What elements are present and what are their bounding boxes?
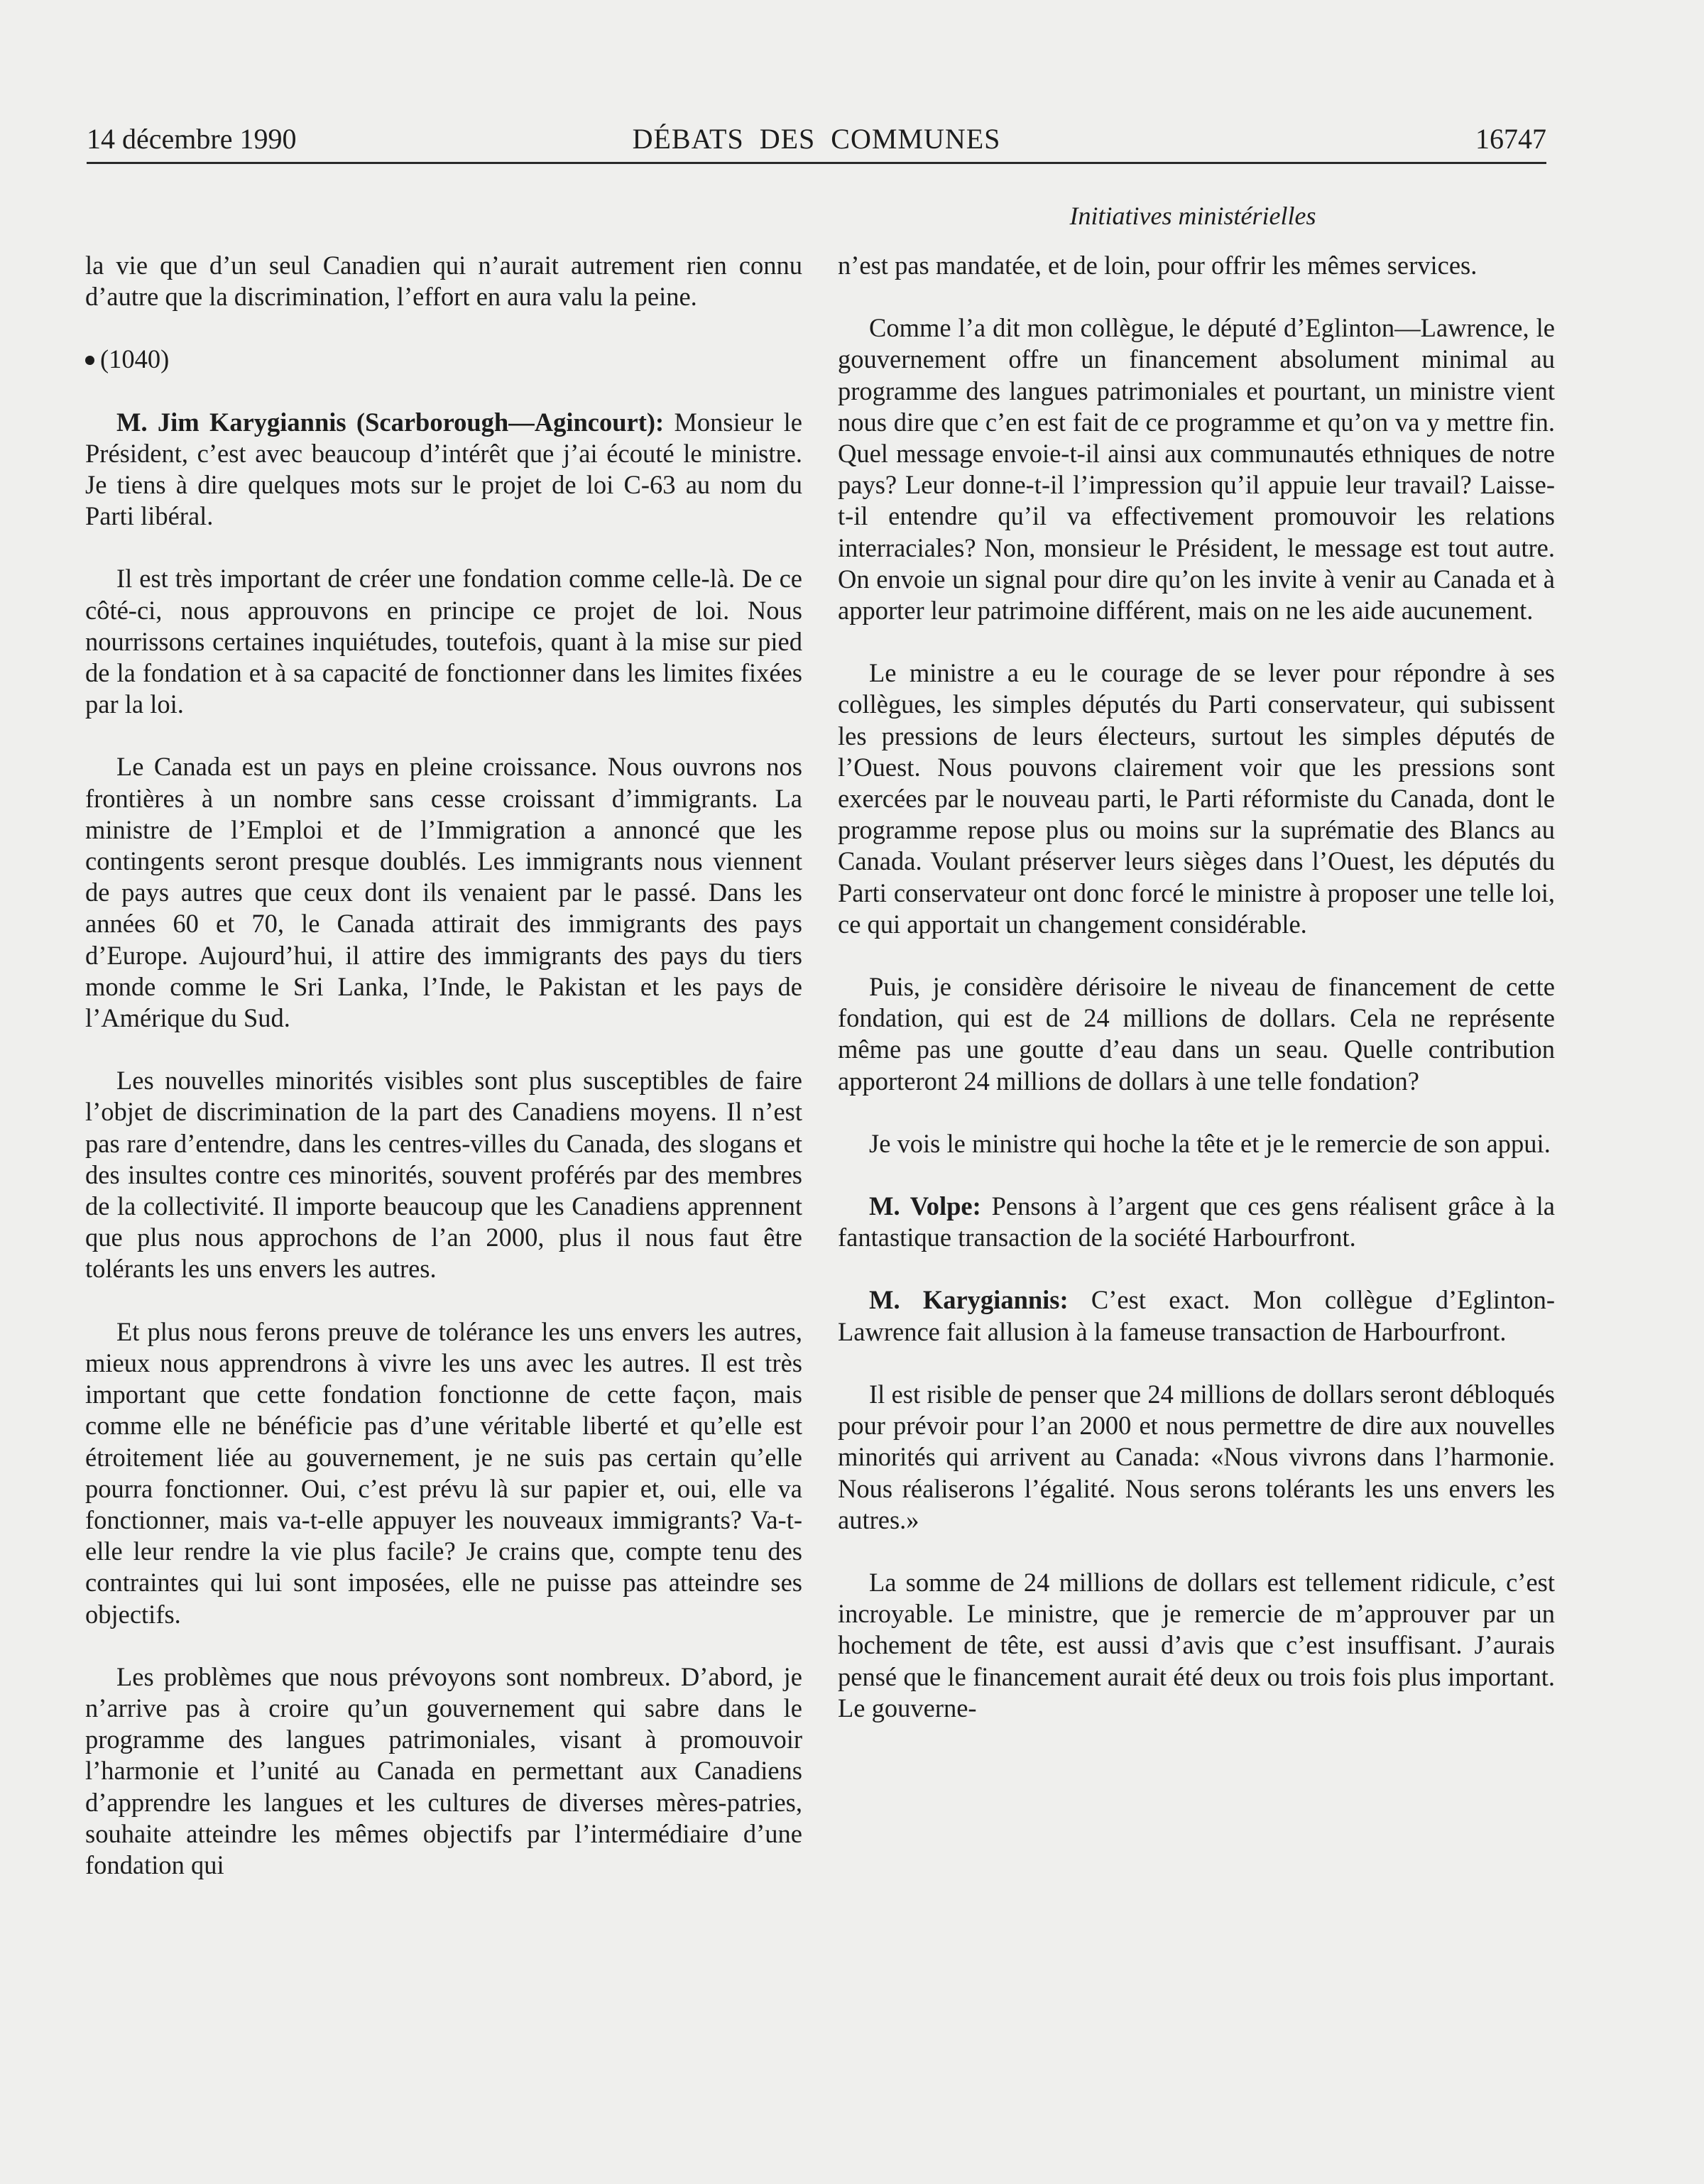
speech-text: Pensons à l’argent que ces gens réalisent grâce à la fantastique transaction de la société Harbourfront. [838,1191,1555,1252]
paragraph: Le ministre a eu le courage de se lever pour répondre à ses collègues, les simples députés du Parti conservateur, qui subissent les pressions de leurs électeurs, surtout les simples députés de l’Ouest. Nous pouvons clairement voir que les pressions sont exercées par le nouveau parti, le Parti réformiste du Canada, dont le programme repose plus ou moins sur la suprématie des Blancs au Canada. Voulant préserver leurs sièges dans l’Ouest, les députés du Parti conservateur ont donc forcé le ministre à proposer une telle loi, ce qui apportait un changement considérable. [838,658,1555,939]
paragraph: Les problèmes que nous prévoyons sont nombreux. D’abord, je n’arrive pas à croire qu’un gouvernement qui sabre dans le programme des langues patrimoniales, visant à promouvoir l’harmonie et l’unité au Canada en permettant aux Canadiens d’apprendre les langues et les cultures de diverses mères-patries, souhaite atteindre les mêmes objectifs par l’intermédiaire d’une fondation qui [85,1661,802,1879]
right-column [838,250,1555,1755]
paragraph: Comme l’a dit mon collègue, le député d’Eglinton—Lawrence, le gouvernement offre un financement absolument minimal au programme des langues patrimoniales et pourtant, un ministre vient nous dire que c’en est fait de ce programme et qu’on va y mettre fin. Quel message envoie-t-il ainsi aux communautés ethniques de notre pays? Leur donne-t-il l’impression qu’il appuie leur travail? Laisse-t-il entendre qu’il va effectivement promouvoir les relations interraciales? Non, monsieur le Président, le message est tout autre. On envoie un signal pour dire qu’on les invite à venir au Canada et à apporter leur patrimoine différent, mais on ne les aide aucunement. [838,313,1555,626]
speaker-name: M. Volpe: [869,1191,981,1221]
paragraph: n’est pas mandatée, et de loin, pour offrir les mêmes services. [838,251,1478,280]
bullet-icon [85,356,94,365]
paragraph [838,1284,1555,1347]
speaker-name: M. Jim Karygiannis (Scarborough—Agincourt): [116,407,665,437]
paragraph: Il est très important de créer une fondation comme celle-là. De ce côté-ci, nous approuvons en principe ce projet de loi. Nous nourrissons certaines inquiétudes, toutefois, quant à la mise sur pied de la fondation et à sa capacité de fonctionner dans les limites fixées par la loi. [85,564,802,719]
header-date: 14 décembre 1990 [87,123,297,155]
paragraph: Il est risible de penser que 24 millions de dollars seront débloqués pour prévoir pour l’an 2000 et nous permettre de dire aux nouvelles minorités qui arrivent au Canada: «Nous vivrons dans l’harmonie. Nous réaliserons l’égalité. Nous serons tolérants les uns envers les autres.» [838,1379,1555,1534]
paragraph [85,407,802,533]
speaker-name: M. Karygiannis: [869,1285,1069,1315]
speech-text: Monsieur le Président, c’est avec beaucoup d’intérêt que j’ai écouté le ministre. Je tiens à dire quelques mots sur le projet de loi C-63 au nom du Parti libéral. [85,407,802,531]
header-title: DÉBATS DES COMMUNES [632,123,1001,155]
paragraph: Le Canada est un pays en pleine croissance. Nous ouvrons nos frontières à un nombre sans cesse croissant d’immigrants. La ministre de l’Emploi et de l’Immigration a annoncé que les contingents seront presque doublés. Les immigrants nous viennent de pays autres que ceux dont ils venaient par le passé. Dans les années 60 et 70, le Canada attirait des immigrants des pays d’Europe. Aujourd’hui, il attire des immigrants des pays du tiers monde comme le Sri Lanka, l’Inde, le Pakistan et les pays de l’Amérique du Sud. [85,752,802,1033]
time-marker [85,344,802,375]
paragraph [838,1191,1555,1253]
page-header [87,119,1546,159]
paragraph: Je vois le ministre qui hoche la tête et je le remercie de son appui. [869,1128,1551,1158]
paragraph: Les nouvelles minorités visibles sont plus susceptibles de faire l’objet de discrimination de la part des Canadiens moyens. Il n’est pas rare d’entendre, dans les centres-villes du Canada, des slogans et des insultes contre ces minorités, souvent proférés par des membres de la collectivité. Il importe beaucoup que les Canadiens apprennent que plus nous approchons de l’an 2000, plus il nous faut être tolérants les uns envers les autres. [85,1066,802,1284]
paragraph: La somme de 24 millions de dollars est tellement ridicule, c’est incroyable. Le ministre, que je remercie de m’approuver par un hochement de tête, est aussi d’avis que c’est insuffisant. J’aurais pensé que le financement aurait été deux ou trois fois plus important. Le gouverne- [838,1567,1555,1722]
paragraph: la vie que d’un seul Canadien qui n’aurait autrement rien connu d’autre que la discrimination, l’effort en aura valu la peine. [85,251,802,312]
speech-text: C’est exact. Mon collègue d’Eglinton-Lawrence fait allusion à la fameuse transaction de Harbourfront. [838,1285,1555,1346]
paragraph: Puis, je considère dérisoire le niveau de financement de cette fondation, qui est de 24 millions de dollars. Cela ne représente même pas une goutte d’eau dans un seau. Quelle contribution apporteront 24 millions de dollars à une telle fondation? [838,972,1555,1096]
paragraph: Et plus nous ferons preuve de tolérance les uns envers les autres, mieux nous apprendrons à vivre les uns avec les autres. Il est très important que cette fondation fonctionne de cette façon, mais comme elle ne bénéficie pas d’une véritable liberté et qu’elle est étroitement liée au gouvernement, je ne suis pas certain qu’elle pourra fonctionner. Oui, c’est prévu là sur papier et, oui, elle va fonctionner, mais va-t-elle appuyer les nouveaux immigrants? Va-t-elle leur rendre la vie plus facile? Je crains que, compte tenu des contraintes qui lui sont imposées, elle ne puisse pas atteindre ses objectifs. [85,1316,802,1629]
header-rule [87,162,1546,164]
time-marker-text: (1040) [100,344,170,374]
section-heading: Initiatives ministérielles [1069,202,1316,230]
left-column [85,250,802,1912]
header-page-number: 16747 [1475,123,1546,155]
